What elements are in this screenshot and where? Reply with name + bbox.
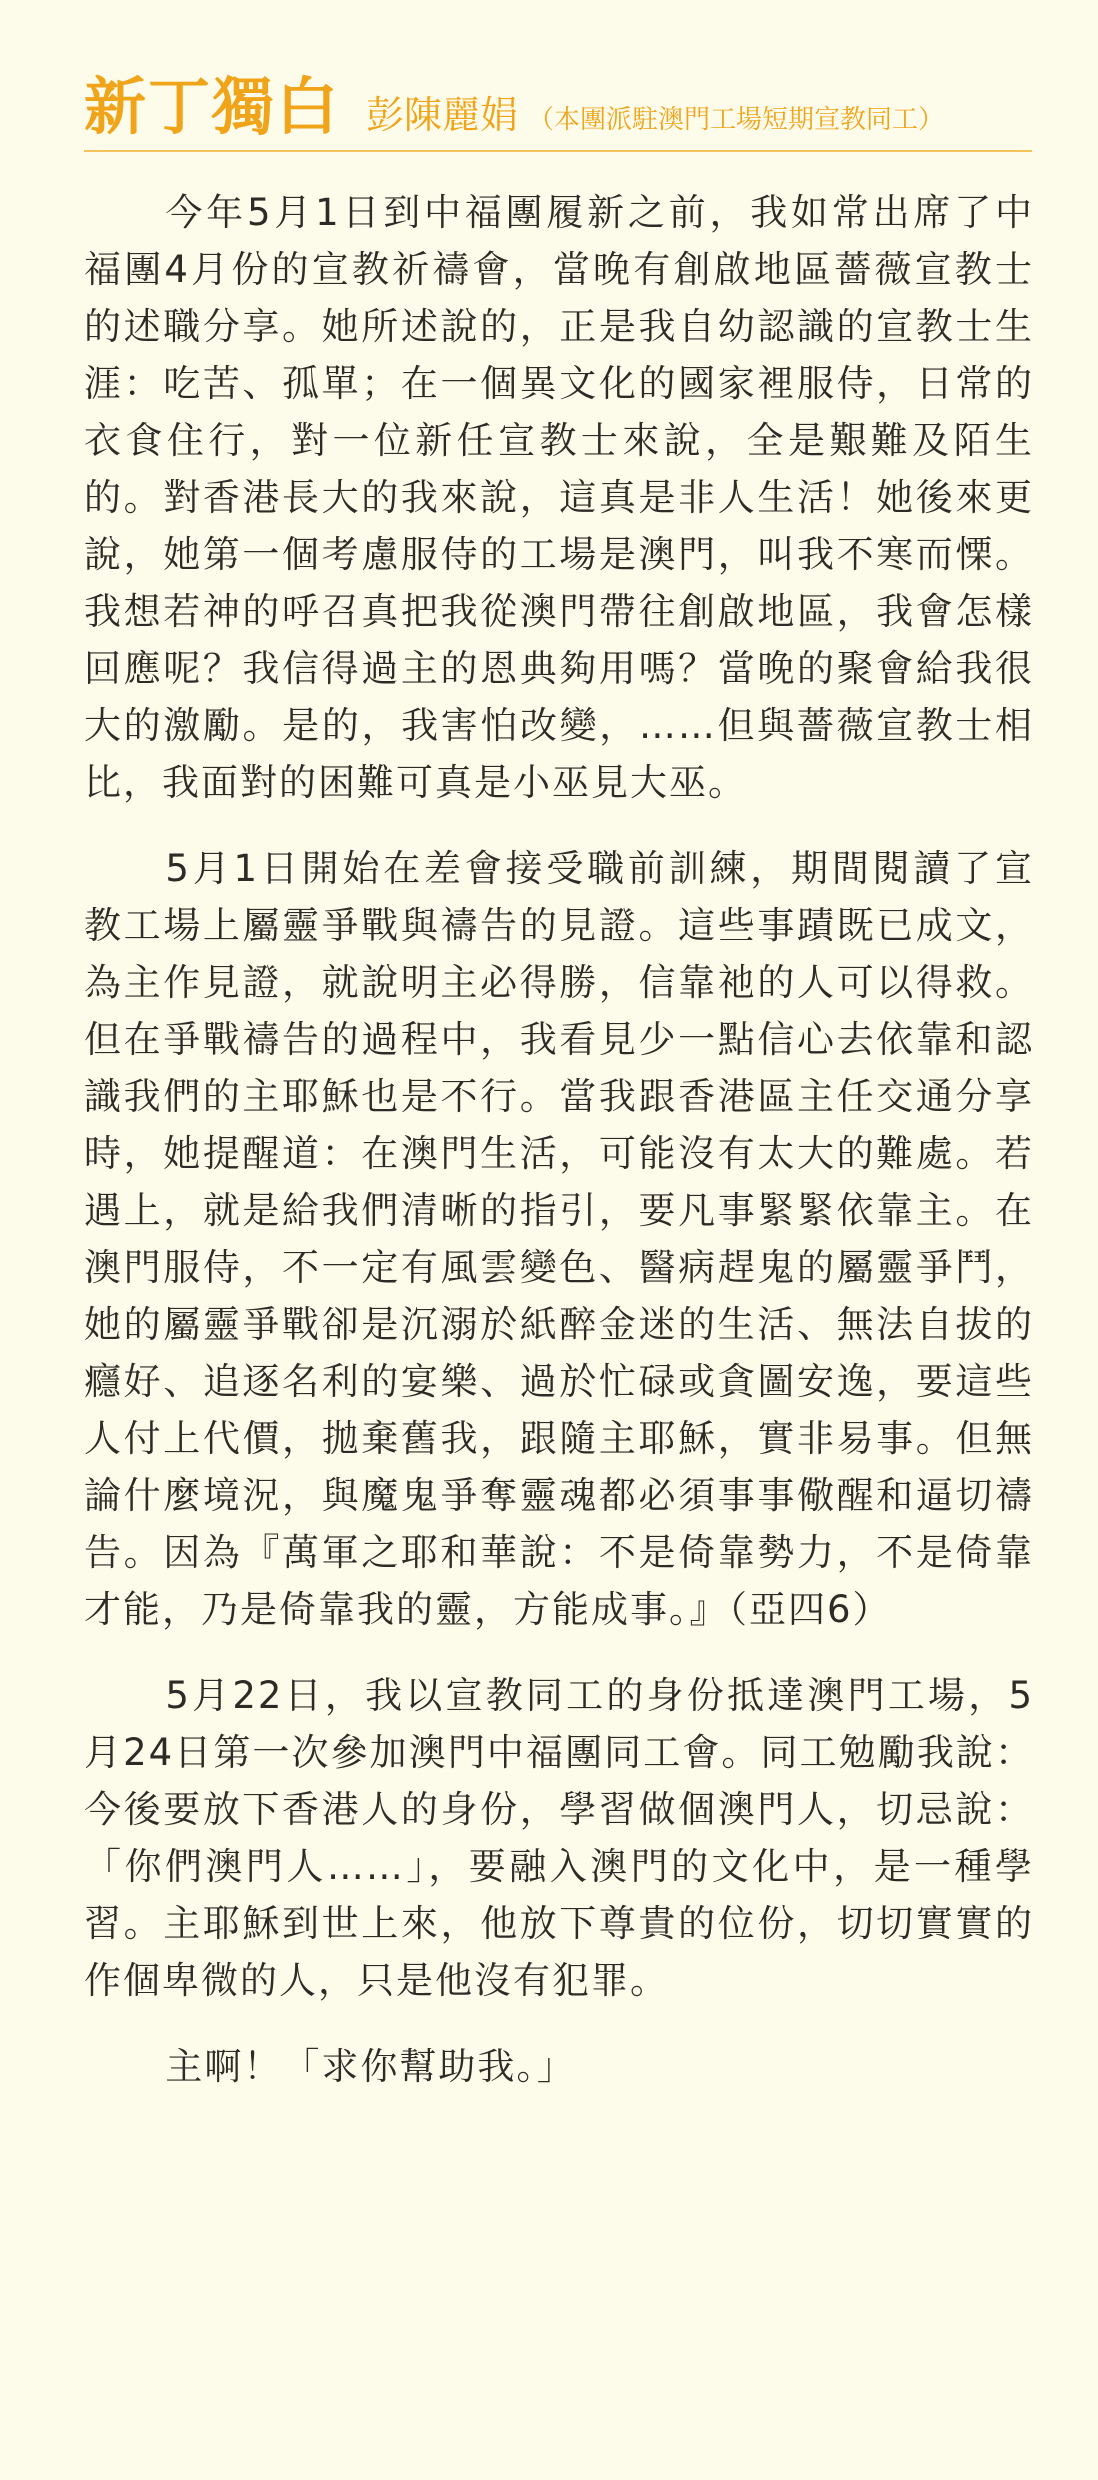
paragraph-2: 5月1日開始在差會接受職前訓練，期間閱讀了宣教工場上屬靈爭戰與禱告的見證。這些事蹟既已成文，為主作見證，就說明主必得勝，信靠祂的人可以得救。但在爭戰禱告的過程中，我看見少一點信心去依靠和認識我們的主耶穌也是不行。當我跟香港區主任交通分享時，她提醒道：在澳門生活，可能沒有太大的難處。若遇上，就是給我們清晰的指引，要凡事緊緊依靠主。在澳門服侍，不一定有風雲變色、醫病趕鬼的屬靈爭鬥，她的屬靈爭戰卻是沉溺於紙醉金迷的生活、無法自拔的癮好、追逐名利的宴樂、過於忙碌或貪圖安逸，要這些人付上代價，拋棄舊我，跟隨主耶穌，實非易事。但無論什麼境況，與魔鬼爭奪靈魂都必須事事儆醒和逼切禱告。因為『萬軍之耶和華說：不是倚靠勢力，不是倚靠才能，乃是倚靠我的靈，方能成事。』（亞四6）: [84, 847, 1034, 1631]
paragraph-1: 今年5月1日到中福團履新之前，我如常出席了中福團4月份的宣教祈禱會，當晚有創啟地區薔薇宣教士的述職分享。她所述說的，正是我自幼認識的宣教士生涯：吃苦、孤單；在一個異文化的國家裡服侍，日常的衣食住行，對一位新任宣教士來說，全是艱難及陌生的。對香港長大的我來說，這真是非人生活！她後來更說，她第一個考慮服侍的工場是澳門，叫我不寒而慄。我想若神的呼召真把我從澳門帶往創啟地區，我會怎樣回應呢？我信得過主的恩典夠用嗎？當晚的聚會給我很大的激勵。是的，我害怕改變，……但與薔薇宣教士相比，我面對的困難可真是小巫見大巫。: [84, 191, 1034, 804]
header-divider: [84, 150, 1032, 152]
author-name: 彭陳麗娟: [366, 93, 519, 137]
author-role: （本團派駐澳門工場短期宣教同工）: [528, 105, 945, 135]
article-header: [84, 62, 1032, 152]
closing-prayer: 主啊！「求你幫助我。」: [165, 2045, 576, 2088]
column-title: 新丁獨白: [84, 70, 341, 143]
paragraph-3: 5月22日，我以宣教同工的身份抵達澳門工場，5月24日第一次參加澳門中福團同工會。同工勉勵我說：今後要放下香港人的身份，學習做個澳門人，切忌說：「你們澳門人……」，要融入澳門的文化中，是一種學習。主耶穌到世上來，他放下尊貴的位份，切切實實的作個卑微的人，只是他沒有犯罪。: [84, 1674, 1034, 2002]
article-body: [84, 184, 1034, 2124]
